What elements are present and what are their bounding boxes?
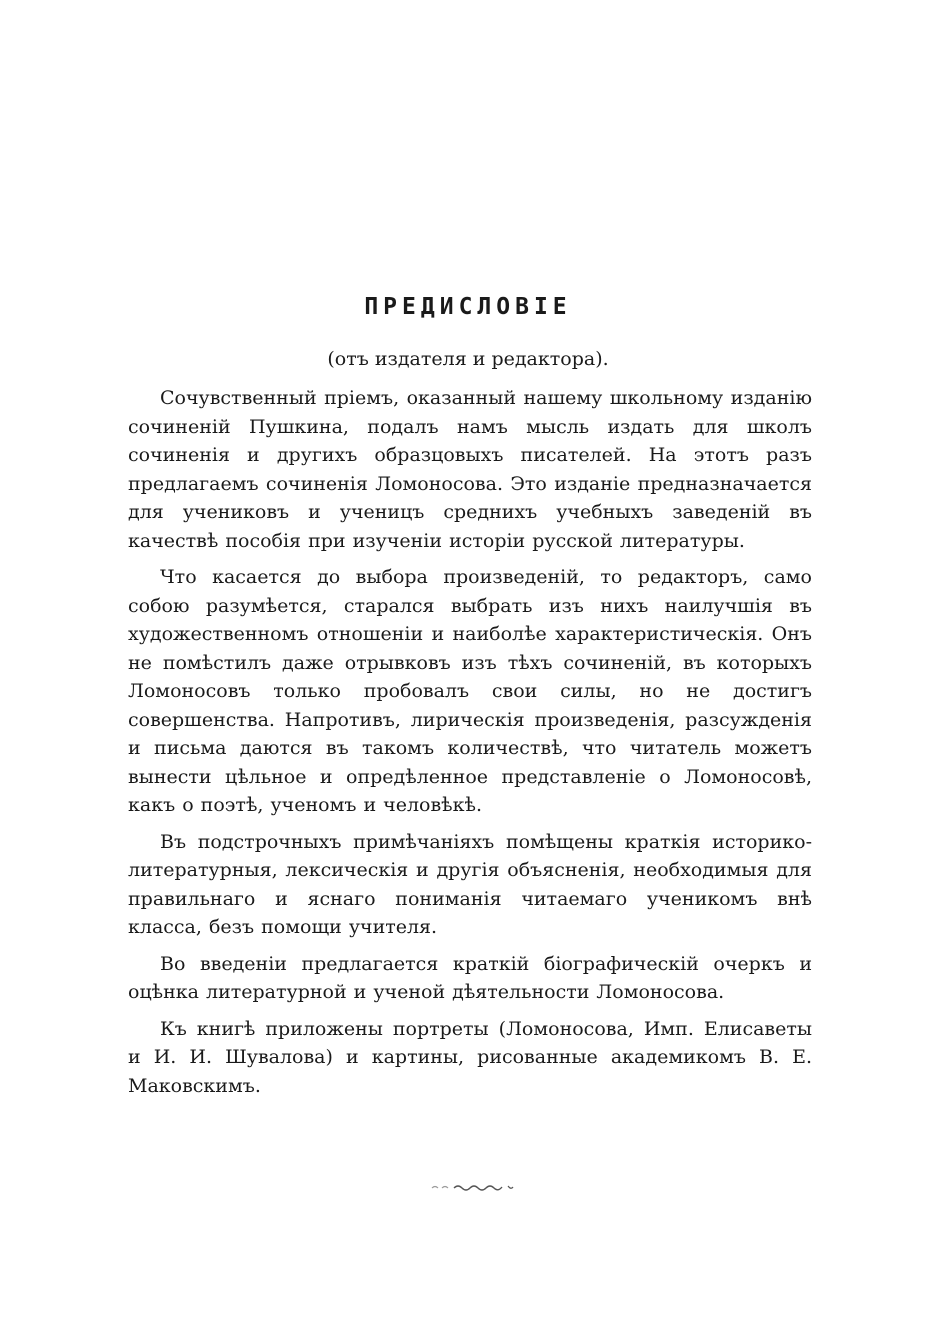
paragraph-5: Къ книгѣ приложены портреты (Ломоносова, Имп. Елисаветы и И. И. Шувалова) и картины, рисованные академикомъ В. Е. Маковскимъ. xyxy=(128,1017,812,1097)
preface-body xyxy=(128,384,812,1108)
paragraph-4: Во введеніи предлагается краткій біографическій очеркъ и оцѣнка литературной и ученой дѣятельности Ломоносова. xyxy=(128,952,812,1003)
page-subtitle: (отъ издателя и редактора). xyxy=(327,348,609,370)
paragraph-1: Сочувственный пріемъ, оказанный нашему школьному изданію сочиненій Пушкина, подалъ намъ мысль издать для школъ сочиненія и другихъ образцовыхъ писателей. На этотъ разъ предлагаемъ сочиненія Ломоносова. Это изданіе предназначается для учениковъ и ученицъ среднихъ учебныхъ заведеній въ качествѣ пособія при изученіи исторіи русской литературы. xyxy=(128,387,812,552)
page-title: ПРЕДИСЛОВІЕ xyxy=(364,294,572,320)
paragraph-2: Что касается до выбора произведеній, то редакторъ, само собою разумѣется, старался выбрать изъ нихъ наилучшія въ художественномъ отношеніи и наиболѣе характеристическія. Онъ не помѣстилъ даже отрывковъ изъ тѣхъ сочиненій, въ которыхъ Ломоносовъ только пробовалъ свои силы, но не достигъ совершенства. Напротивъ, лирическія произведенія, разсужденія и письма даются въ такомъ количествѣ, что читатель можетъ вынести цѣльное и опредѣленное представленіе о Ломоносовѣ, какъ о поэтѣ, ученомъ и человѣкѣ. xyxy=(128,566,812,816)
decorative-flourish-icon xyxy=(430,1180,514,1194)
paragraph-3: Въ подстрочныхъ примѣчаніяхъ помѣщены краткія историко-литературныя, лексическія и другія объясненія, необходимыя для правильнаго и яснаго пониманія читаемаго ученикомъ внѣ класса, безъ помощи учителя. xyxy=(128,830,812,938)
